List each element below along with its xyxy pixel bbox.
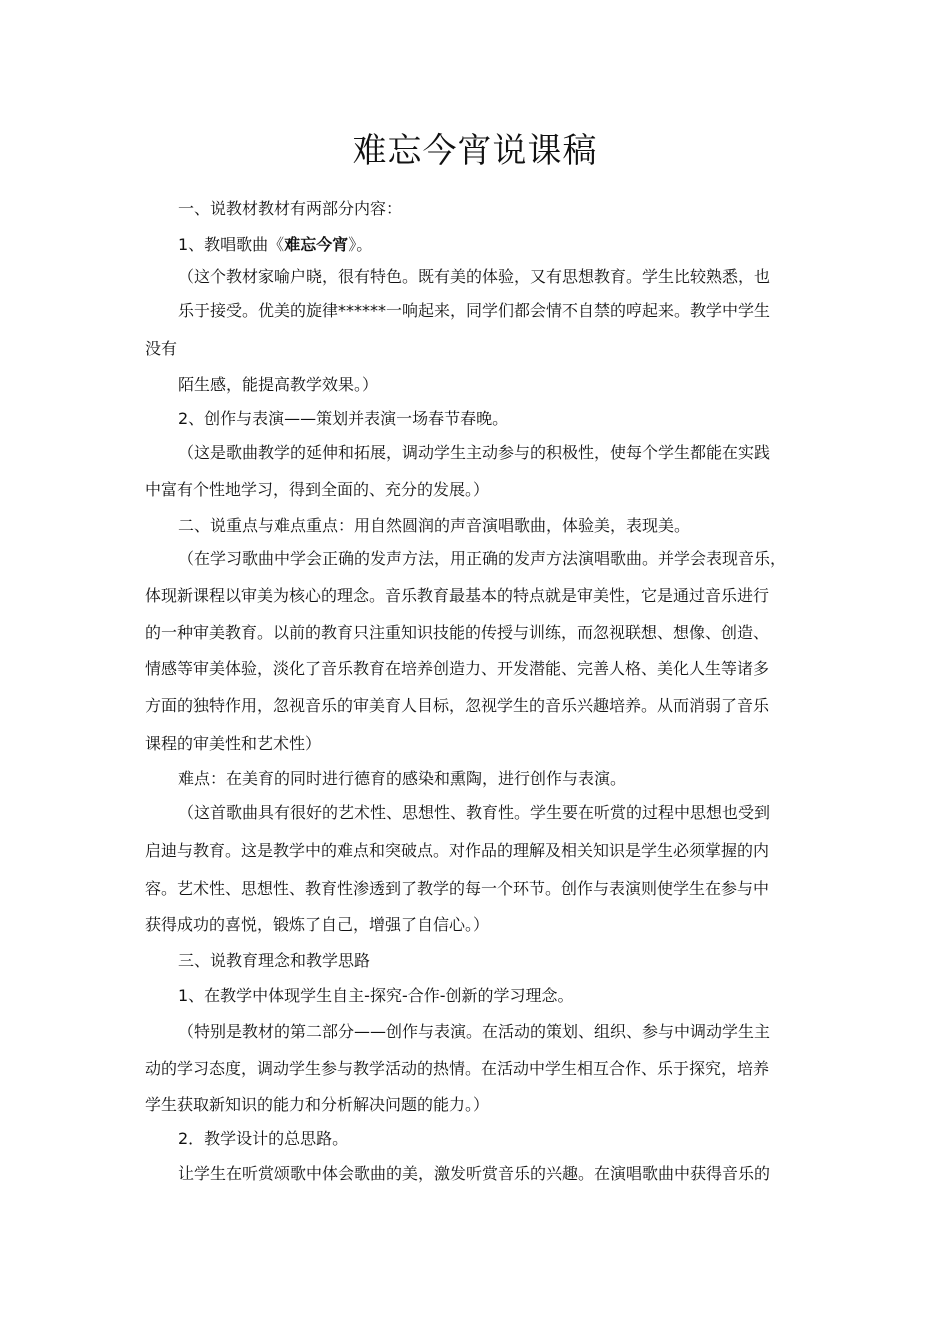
section-heading: 三、说教育理念和教学思路 [178, 951, 371, 970]
paragraph-line: 学生获取新知识的能力和分析解决问题的能力。） [145, 1095, 490, 1114]
paragraph-line: （这首歌曲具有很好的艺术性、思想性、教育性。学生要在听赏的过程中思想也受到 [178, 803, 771, 822]
document-title: 难忘今宵说课稿 [352, 131, 598, 171]
song-title-bold: 难忘今宵 [284, 235, 349, 254]
paragraph-line: 的一种审美教育。以前的教育只注重知识技能的传授与训练，而忽视联想、想像、创造、 [145, 623, 770, 642]
paragraph-line: 课程的审美性和艺术性） [145, 734, 322, 753]
paragraph-line: 中富有个性地学习，得到全面的、充分的发展。） [145, 480, 490, 499]
paragraph-line [178, 234, 372, 256]
paragraph-line: （这个教材家喻户晓，很有特色。既有美的体验，又有思想教育。学生比较熟悉，也 [178, 267, 771, 286]
section-heading: 二、说重点与难点重点：用自然圆润的声音演唱歌曲，体验美，表现美。 [178, 516, 691, 535]
paragraph-line: （这是歌曲教学的延伸和拓展，调动学生主动参与的积极性，使每个学生都能在实践 [178, 443, 771, 462]
paragraph-line: 难点：在美育的同时进行德育的感染和熏陶，进行创作与表演。 [178, 769, 627, 788]
paragraph-line: 动的学习态度，调动学生参与教学活动的热情。在活动中学生相互合作、乐于探究，培养 [145, 1059, 770, 1078]
paragraph-line: 2、创作与表演——策划并表演一场春节春晚。 [178, 409, 509, 428]
paragraph-line: 1、在教学中体现学生自主-探究-合作-创新的学习理念。 [178, 986, 574, 1005]
paragraph-line: 容。艺术性、思想性、教育性渗透到了教学的每一个环节。创作与表演则使学生在参与中 [145, 879, 770, 898]
paragraph-line: 情感等审美体验，淡化了音乐教育在培养创造力、开发潜能、完善人格、美化人生等诸多 [145, 659, 770, 678]
section-heading: 一、说教材教材有两部分内容： [178, 199, 403, 218]
paragraph-line: 没有 [145, 339, 178, 358]
paragraph-line: 乐于接受。优美的旋律******一响起来，同学们都会情不自禁的哼起来。教学中学生 [178, 301, 771, 320]
paragraph-line: 体现新课程以审美为核心的理念。音乐教育最基本的特点就是审美性，它是通过音乐进行 [145, 586, 770, 605]
paragraph-line: 获得成功的喜悦，锻炼了自己，增强了自信心。） [145, 915, 490, 934]
paragraph-line: 陌生感，能提高教学效果。） [178, 375, 379, 394]
paragraph-line: 启迪与教育。这是教学中的难点和突破点。对作品的理解及相关知识是学生必须掌握的内 [145, 841, 770, 860]
paragraph-line: （在学习歌曲中学会正确的发声方法，用正确的发声方法演唱歌曲。并学会表现音乐， [178, 549, 787, 568]
text-run: 1、教唱歌曲《 [178, 235, 285, 254]
paragraph-line: （特别是教材的第二部分——创作与表演。在活动的策划、组织、参与中调动学生主 [178, 1022, 771, 1041]
text-run: 》。 [348, 235, 373, 254]
paragraph-line: 2．教学设计的总思路。 [178, 1129, 349, 1148]
paragraph-line: 方面的独特作用，忽视音乐的审美育人目标，忽视学生的音乐兴趣培养。从而消弱了音乐 [145, 696, 770, 715]
paragraph-line: 让学生在听赏颂歌中体会歌曲的美，激发听赏音乐的兴趣。在演唱歌曲中获得音乐的 [178, 1164, 771, 1183]
